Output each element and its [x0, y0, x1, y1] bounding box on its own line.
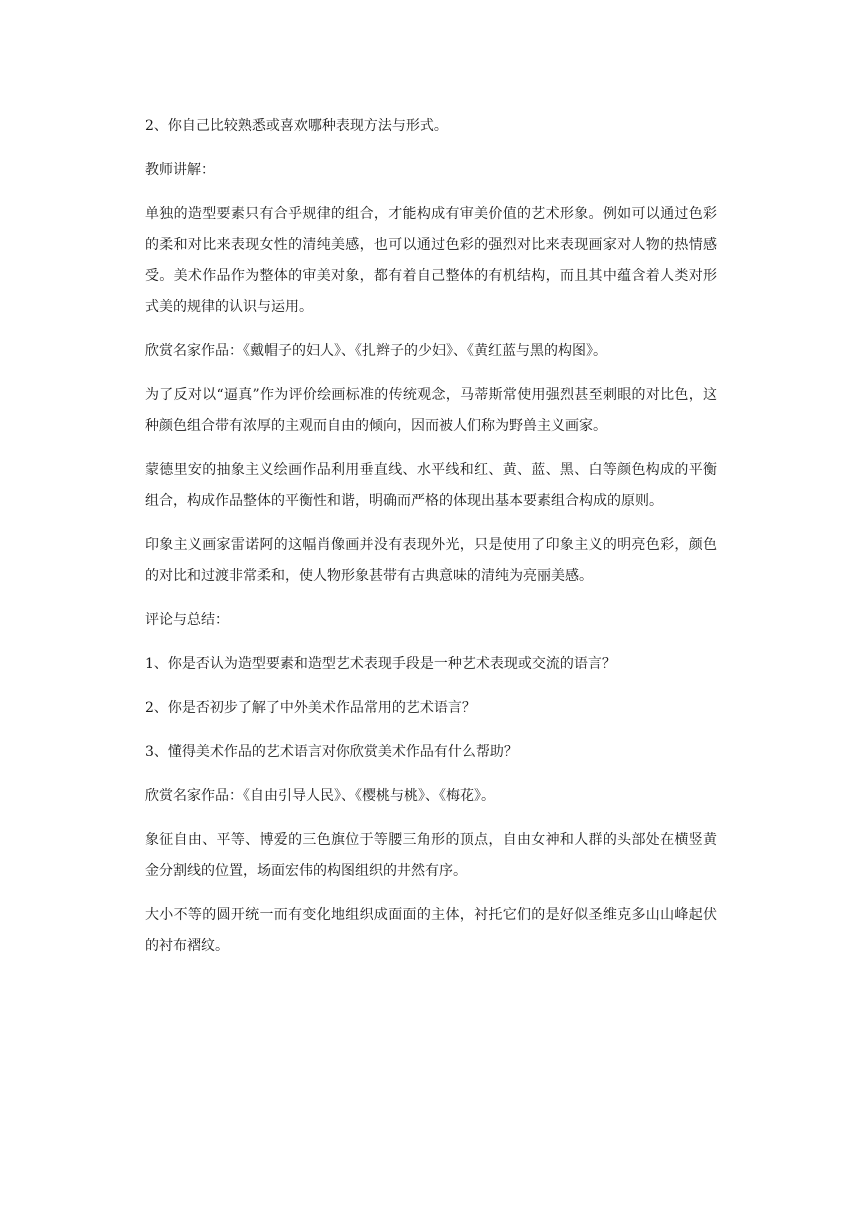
paragraph-delacroix: 象征自由、平等、博爱的三色旗位于等腰三角形的顶点，自由女神和人群的头部处在横竖黄金分割线的位置，场面宏伟的构图组织的井然有序。	[145, 832, 717, 879]
paragraph-review-question-3: 3、懂得美术作品的艺术语言对你欣赏美术作品有什么帮助？	[145, 744, 518, 760]
paragraph-formal-beauty: 单独的造型要素只有合乎规律的组合，才能构成有审美价值的艺术形象。例如可以通过色彩的柔和对比来表现女性的清纯美感，也可以通过色彩的强烈对比来表现画家对人物的热情感受。美术作品作为整体的审美对象，都有着自己整体的有机结构，而且其中蕴含着人类对形式美的规律的认识与运用。	[145, 206, 717, 315]
paragraph-appreciate-works-2: 欣赏名家作品：《自由引导人民》、《樱桃与桃》、《梅花》。	[145, 788, 495, 804]
paragraph-renoir: 印象主义画家雷诺阿的这幅肖像画并没有表现外光，只是使用了印象主义的明亮色彩，颜色的对比和过渡非常柔和，使人物形象甚带有古典意味的清纯为亮丽美感。	[145, 537, 717, 584]
paragraph-matisse: 为了反对以“逼真”作为评价绘画标准的传统观念，马蒂斯常使用强烈甚至刺眼的对比色，这种颜色组合带有浓厚的主观而自由的倾向，因而被人们称为野兽主义画家。	[145, 387, 717, 434]
paragraph-review-question-1: 1、你是否认为造型要素和造型艺术表现手段是一种艺术表现或交流的语言？	[145, 656, 616, 672]
paragraph-cezanne: 大小不等的圆开统一而有变化地组织成面面的主体，衬托它们的是好似圣维克多山山峰起伏的衬布褶纹。	[145, 907, 717, 954]
paragraph-review-question-2: 2、你是否初步了解了中外美术作品常用的艺术语言？	[145, 700, 476, 716]
paragraph-mondrian: 蒙德里安的抽象主义绘画作品利用垂直线、水平线和红、黄、蓝、黑、白等颜色构成的平衡组合，构成作品整体的平衡性和谐，明确而严格的体现出基本要素组合构成的原则。	[145, 462, 717, 509]
paragraph-appreciate-works-1: 欣赏名家作品：《戴帽子的妇人》、《扎辫子的少妇》、《黄红蓝与黑的构图》。	[145, 343, 607, 359]
paragraph-teacher-heading: 教师讲解：	[145, 162, 215, 178]
paragraph-review-heading: 评论与总结：	[145, 612, 229, 628]
paragraph-question-2: 2、你自己比较熟悉或喜欢哪种表现方法与形式。	[145, 118, 448, 134]
document-body	[145, 111, 717, 975]
